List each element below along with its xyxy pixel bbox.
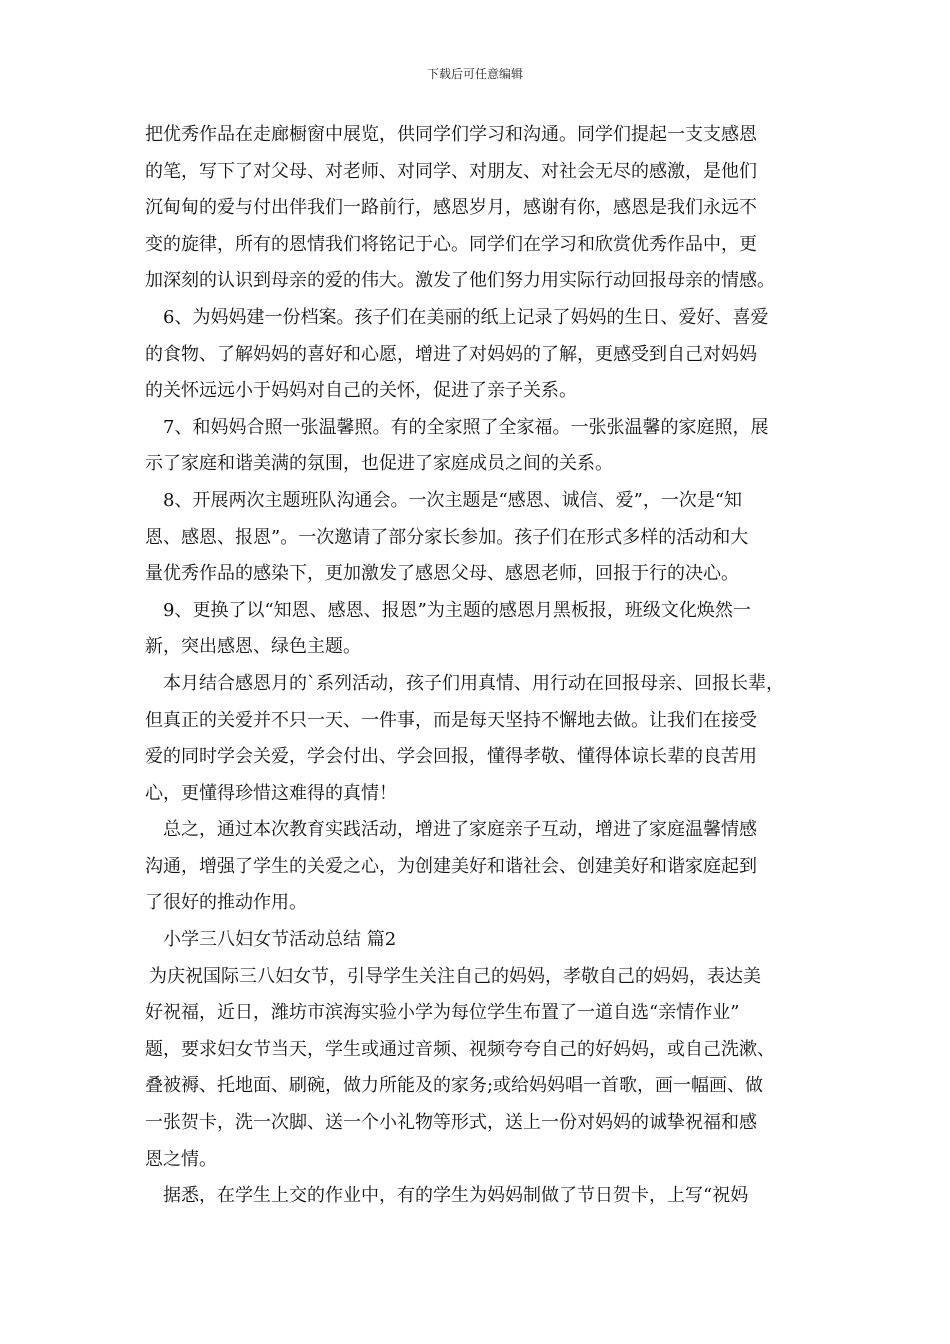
text-line: 9、更换了以“知恩、感恩、报恩”为主题的感恩月黑板报，班级文化焕然一 xyxy=(163,599,751,621)
text-line: 加深刻的认识到母亲的爱的伟大。激发了他们努力用实际行动回报母亲的情感。 xyxy=(145,270,775,292)
text-line: 恩、感恩、报恩”。一次邀请了部分家长参加。孩子们在形式多样的活动和大 xyxy=(145,526,749,548)
text-line: 把优秀作品在走廊橱窗中展览，供同学们学习和沟通。同学们提起一支支感恩 xyxy=(145,124,757,145)
text-line: 7、和妈妈合照一张温馨照。有的全家照了全家福。一张张温馨的家庭照，展 xyxy=(163,416,769,438)
text-line: 沉甸甸的爱与付出伴我们一路前行，感恩岁月，感谢有你，感恩是我们永远不 xyxy=(145,197,757,219)
text-line: 了很好的推动作用。 xyxy=(145,892,307,914)
section-heading: 小学三八妇女节活动总结 篇2 xyxy=(163,929,397,951)
text-line: 的食物、了解妈妈的喜好和心愿，增进了对妈妈的了解，更感受到自己对妈妈 xyxy=(145,343,757,365)
text-line: 的关怀远远小于妈妈对自己的关怀，促进了亲子关系。 xyxy=(145,380,577,402)
text-line: 恩之情。 xyxy=(145,1148,217,1170)
text-line: 但真正的关爱并不只一天、一件事，而是每天坚持不懈地去做。让我们在接受 xyxy=(145,709,757,731)
text-line: 量优秀作品的感染下，更加激发了感恩父母、感恩老师，回报于行的决心。 xyxy=(145,563,739,585)
text-line: 的笔，写下了对父母、对老师、对同学、对朋友、对社会无尽的感激，是他们 xyxy=(145,160,757,182)
page-header: 下载后可任意编辑 xyxy=(426,67,523,81)
text-line: 示了家庭和谐美满的氛围，也促进了家庭成员之间的关系。 xyxy=(145,453,613,475)
text-line: 爱的同时学会关爱，学会付出、学会回报，懂得孝敬、懂得体谅长辈的良苦用 xyxy=(145,746,757,768)
text-line: 变的旋律，所有的恩情我们将铭记于心。同学们在学习和欣赏优秀作品中，更 xyxy=(145,233,757,255)
text-line: 新，突出感恩、绿色主题。 xyxy=(145,636,361,658)
text-line: 据悉，在学生上交的作业中，有的学生为妈妈制做了节日贺卡，上写“祝妈 xyxy=(163,1185,749,1207)
text-line: 题，要求妇女节当天，学生或通过音频、视频夸夸自己的好妈妈，或自己洗漱、 xyxy=(145,1038,775,1060)
text-line: 总之，通过本次教育实践活动，增进了家庭亲子互动，增进了家庭温馨情感 xyxy=(163,819,757,841)
text-line: 叠被褥、托地面、刷碗，做力所能及的家务;或给妈妈唱一首歌，画一幅画、做 xyxy=(145,1075,764,1097)
text-line: 心，更懂得珍惜这难得的真情！ xyxy=(145,782,397,804)
text-line: 为庆祝国际三八妇女节，引导学生关注自己的妈妈，孝敬自己的妈妈，表达美 xyxy=(149,965,761,987)
text-line: 6、为妈妈建一份档案。孩子们在美丽的纸上记录了妈妈的生日、爱好、喜爱 xyxy=(163,306,769,328)
text-line: 本月结合感恩月的`系列活动，孩子们用真情、用行动在回报母亲、回报长辈， xyxy=(163,672,784,694)
text-line: 8、开展两次主题班队沟通会。一次主题是“感恩、诚信、爱”，一次是“知 xyxy=(163,489,743,511)
text-line: 沟通，增强了学生的关爱之心，为创建美好和谐社会、创建美好和谐家庭起到 xyxy=(145,855,757,877)
text-line: 一张贺卡，洗一次脚、送一个小礼物等形式，送上一份对妈妈的诚挚祝福和感 xyxy=(145,1112,757,1134)
document-body xyxy=(145,117,810,1215)
text-line: 好祝福，近日，潍坊市滨海实验小学为每位学生布置了一道自选“亲情作业” xyxy=(145,1002,740,1024)
